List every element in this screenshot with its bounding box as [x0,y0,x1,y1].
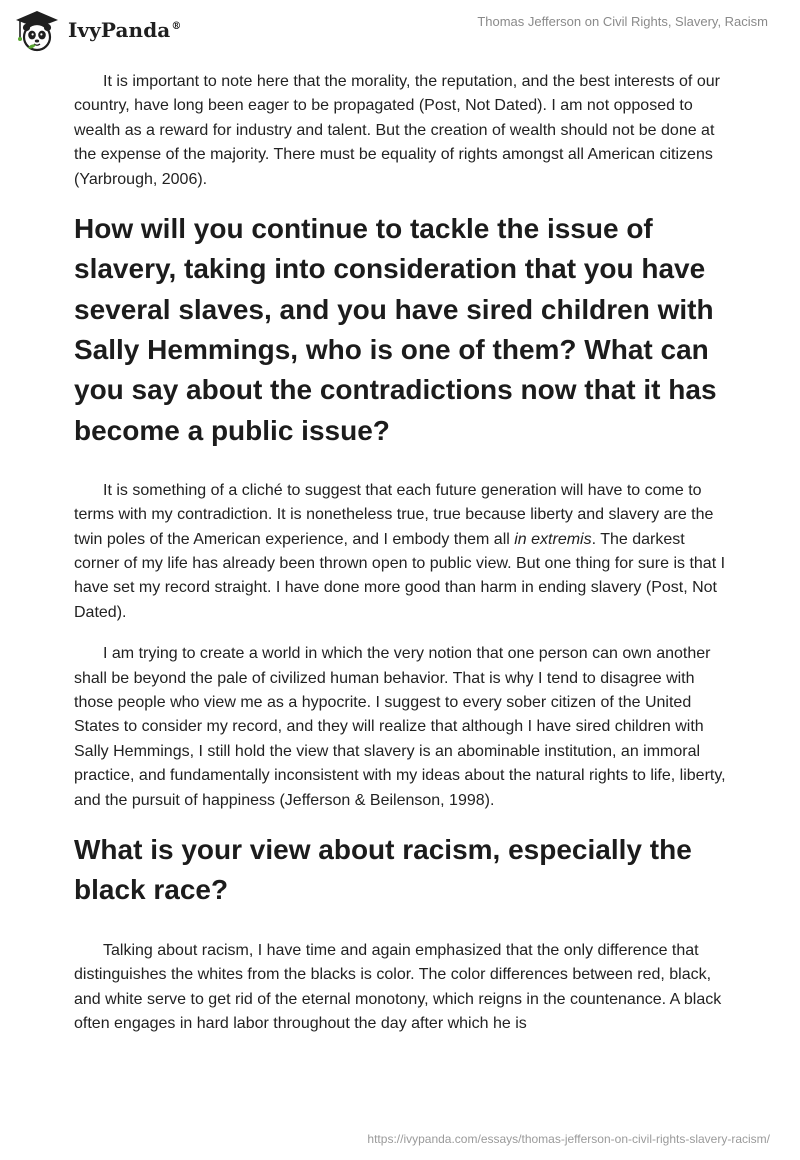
paragraph-4: Talking about racism, I have time and again emphasized that the only difference that distinguishes the whites from the blacks is color. The color differences between red, black, and white serve to get rid of the eternal monotony, which reigns in the countenance. A black often engages in hard labor throughout the day after which he is [74,941,722,1032]
brand-name: IvyPanda® [68,18,182,42]
paragraph-2 [74,479,734,625]
paragraph-2-italic: in extremis [514,530,592,548]
question-heading-2: What is your view about racism, especially the black race? [74,834,692,906]
brand-logo[interactable] [12,8,181,52]
panda-graduate-icon [12,8,62,52]
paragraph-3: I am trying to create a world in which the very notion that one person can own another shall be beyond the pale of civilized human behavior. That is why I tend to disagree with those people who view me as a hypocrite. I suggest to every sober citizen of the United States to consider my record, and they will realize that although I have sired children with Sally Hemmings, I still hold the view that slavery is an abominable institution, an immoral practice, and fundamentally inconsistent with my ideas about the natural rights to life, liberty, and the pursuit of happiness (Jefferson & Beilenson, 1998). [74,645,726,809]
paragraph-2-text-a: It is something of a cliché to suggest that each future generation will have to come to terms with my contradiction. It is nonetheless true, true because liberty and slavery are the twin poles of the American experience, and I embody them all [74,481,714,548]
question-heading-1: How will you continue to tackle the issue of slavery, taking into consideration that you have several slaves, and you have sired children with Sally Hemmings, who is one of them? What can you say about the contradictions now that it has become a public issue? [74,213,717,446]
essay-content [74,70,734,1053]
paragraph-2-text-b: . The darkest corner of my life has already been thrown open to public view. But one thing for sure is that I have set my record straight. I have done more good than harm in ending slavery (Post, Not Dated). [74,530,726,621]
paragraph-1: It is important to note here that the morality, the reputation, and the best interests of our country, have long been eager to be propagated (Post, Not Dated). I am not opposed to wealth as a reward for industry and talent. But the creation of wealth should not be done at the expense of the majority. There must be equality of rights amongst all American citizens (Yarbrough, 2006). [74,73,720,188]
source-url[interactable]: https://ivypanda.com/essays/thomas-jefferson-on-civil-rights-slavery-racism/ [367,1132,770,1146]
page-header [0,0,800,60]
document-title: Thomas Jefferson on Civil Rights, Slavery, Racism [477,14,768,29]
